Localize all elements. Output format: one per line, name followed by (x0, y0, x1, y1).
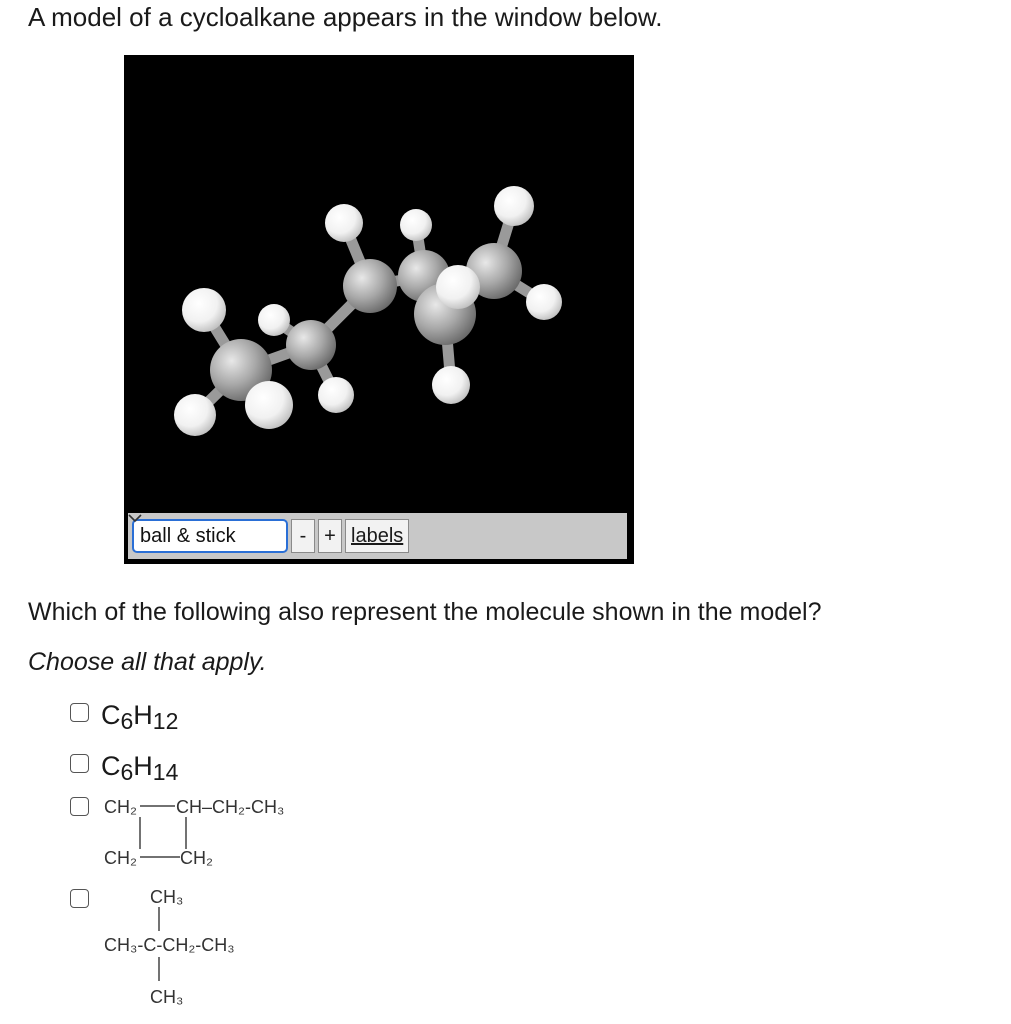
instruction-text: Choose all that apply. (28, 648, 267, 676)
element-symbol: C (101, 700, 121, 730)
main-chain: CH₃-C-CH₂-CH₃ (104, 935, 235, 955)
subscript: 14 (152, 759, 179, 785)
choice-cyclobutane-structure[interactable] (70, 797, 89, 816)
choice-branched-structure[interactable] (70, 889, 89, 908)
choice-checkbox[interactable] (70, 797, 89, 816)
choice-c6h14[interactable] (70, 751, 178, 786)
structural-formula-cyclobutane (102, 793, 332, 875)
zoom-out-button[interactable]: - (291, 519, 315, 553)
structural-formula-branched (102, 883, 282, 1013)
subscript: 6 (120, 708, 134, 734)
element-symbol: H (133, 700, 153, 730)
labels-button[interactable]: labels (345, 519, 409, 553)
subscript: 12 (152, 708, 179, 734)
subscript: 6 (120, 759, 134, 785)
choice-formula (101, 700, 178, 735)
bottom-left-group: CH₂ (104, 848, 137, 868)
choice-checkbox[interactable] (70, 754, 89, 773)
bottom-right-group: CH₂ (180, 848, 213, 868)
viewer-toolbar (128, 513, 627, 559)
question-text: A model of a cycloalkane appears in the window below. (28, 2, 663, 32)
top-right-chain: CH–CH₂-CH₃ (176, 797, 285, 817)
top-methyl: CH₃ (150, 887, 184, 907)
element-symbol: H (133, 751, 153, 781)
molecule-model[interactable] (124, 55, 634, 510)
chevron-down-icon (128, 513, 142, 523)
display-style-select[interactable] (132, 519, 288, 553)
prompt-text: Which of the following also represent the molecule shown in the model? (28, 598, 822, 626)
molecule-viewer[interactable] (124, 55, 634, 564)
element-symbol: C (101, 751, 121, 781)
choice-checkbox[interactable] (70, 889, 89, 908)
choice-checkbox[interactable] (70, 703, 89, 722)
choice-c6h12[interactable] (70, 700, 178, 735)
zoom-in-button[interactable]: + (318, 519, 342, 553)
display-style-value: ball & stick (140, 524, 236, 547)
top-left-group: CH₂ (104, 797, 137, 817)
carbon-atoms (210, 243, 522, 401)
choice-formula (101, 751, 178, 786)
bottom-methyl: CH₃ (150, 987, 184, 1007)
